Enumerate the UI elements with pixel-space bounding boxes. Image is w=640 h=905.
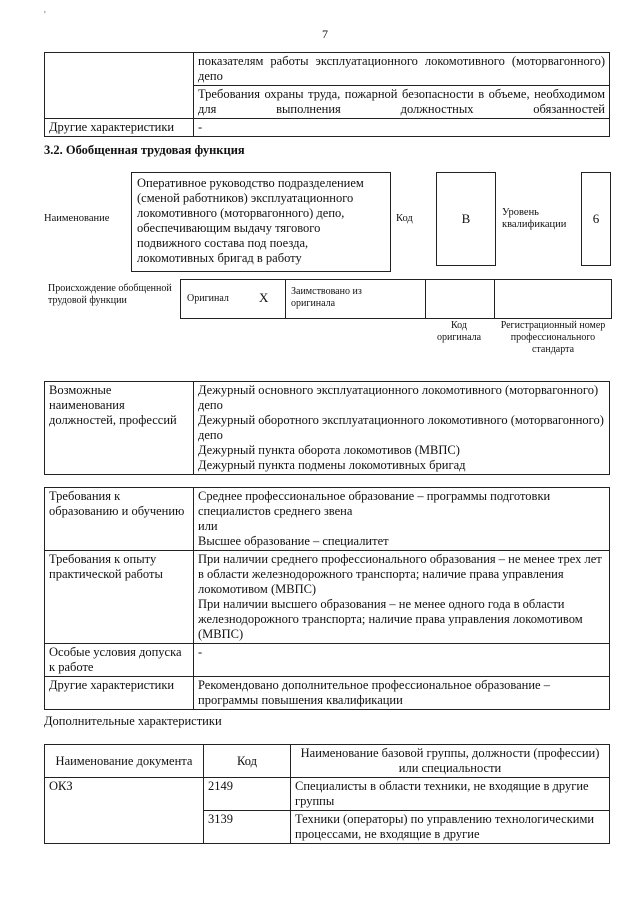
reg-caption: Регистрационный номер профессионального стандарта	[500, 320, 606, 355]
education-line: Среднее профессиональное образование – программы подготовки специалистов среднего звена	[198, 489, 551, 518]
header-code: Код	[204, 745, 291, 778]
special-label: Особые условия допуска к работе	[45, 644, 194, 677]
experience-line: При наличии высшего образования – не менее одного года в области железнодорожного транспорта; наличие права управления локомотивом (МВПС)	[198, 597, 583, 641]
page-number: 7	[322, 27, 328, 41]
code-caption: Код оригинала	[436, 320, 482, 343]
education-line: или	[198, 519, 218, 533]
code-value: B	[436, 172, 496, 266]
experience-line: При наличии среднего профессионального образования – не менее трех лет в области железнодорожного транспорта; наличие права управления локомотивом (МВПС)	[198, 552, 602, 596]
positions-table	[44, 381, 610, 475]
row-name: Специалисты в области техники, не входящие в другие группы	[291, 778, 610, 811]
table-row	[45, 778, 610, 811]
additional-table	[44, 744, 610, 844]
divider	[494, 280, 495, 318]
level-value: 6	[581, 172, 611, 266]
special-value: -	[194, 644, 610, 677]
education-label: Требования к образованию и обучению	[45, 488, 194, 551]
requirements-table	[44, 487, 610, 710]
name-value: Оперативное руководство подразделением (сменой работников) эксплуатационного локомотивного (моторвагонного) депо, обеспечивающим выдачу тягового подвижного состава под поезда, локомотивных бригад в работу	[131, 172, 391, 272]
header-doc: Наименование документа	[45, 745, 204, 778]
row-code: 3139	[204, 811, 291, 844]
row-code: 2149	[204, 778, 291, 811]
divider	[425, 280, 426, 318]
top-row3-value: -	[194, 119, 610, 137]
corner-mark: '	[44, 10, 46, 21]
original-label: Оригинал	[187, 293, 229, 304]
row-doc	[45, 811, 204, 844]
row-doc: ОКЗ	[45, 778, 204, 811]
top-row2-text: Требования охраны труда, пожарной безопасности в объеме, необходимом для выполнения должностных обязанностей	[194, 86, 610, 119]
top-row1-text: показателям работы эксплуатационного локомотивного (моторвагонного) депо	[194, 53, 610, 86]
education-line: Высшее образование – специалитет	[198, 534, 389, 548]
positions-label: Возможные наименования должностей, профессий	[45, 382, 194, 475]
top-table	[44, 52, 610, 137]
position-item: Дежурный оборотного эксплуатационного локомотивного (моторвагонного) депо	[198, 413, 604, 442]
position-item: Дежурный пункта подмены локомотивных бригад	[198, 458, 466, 472]
position-item: Дежурный основного эксплуатационного локомотивного (моторвагонного) депо	[198, 383, 599, 412]
borrowed-label: Заимствовано из оригинала	[291, 286, 362, 309]
header-name: Наименование базовой группы, должности (профессии) или специальности	[291, 745, 610, 778]
row-name: Техники (операторы) по управлению технологическими процессами, не входящие в другие	[291, 811, 610, 844]
other-value: Рекомендовано дополнительное профессиональное образование – программы повышения квалификации	[194, 677, 610, 710]
additional-title: Дополнительные характеристики	[44, 714, 222, 728]
top-row3-label: Другие характеристики	[45, 119, 194, 137]
level-label: Уровень квалификации	[502, 207, 567, 230]
table-row	[45, 811, 610, 844]
position-item: Дежурный пункта оборота локомотивов (МВПС)	[198, 443, 460, 457]
original-mark: X	[259, 290, 269, 305]
origin-box	[180, 279, 612, 319]
code-label: Код	[396, 213, 413, 224]
divider	[285, 280, 286, 318]
origin-label: Происхождение обобщенной трудовой функции	[48, 283, 172, 306]
section-title: 3.2. Обобщенная трудовая функция	[44, 143, 245, 157]
other-label: Другие характеристики	[45, 677, 194, 710]
experience-label: Требования к опыту практической работы	[45, 551, 194, 644]
name-label: Наименование	[44, 213, 110, 224]
